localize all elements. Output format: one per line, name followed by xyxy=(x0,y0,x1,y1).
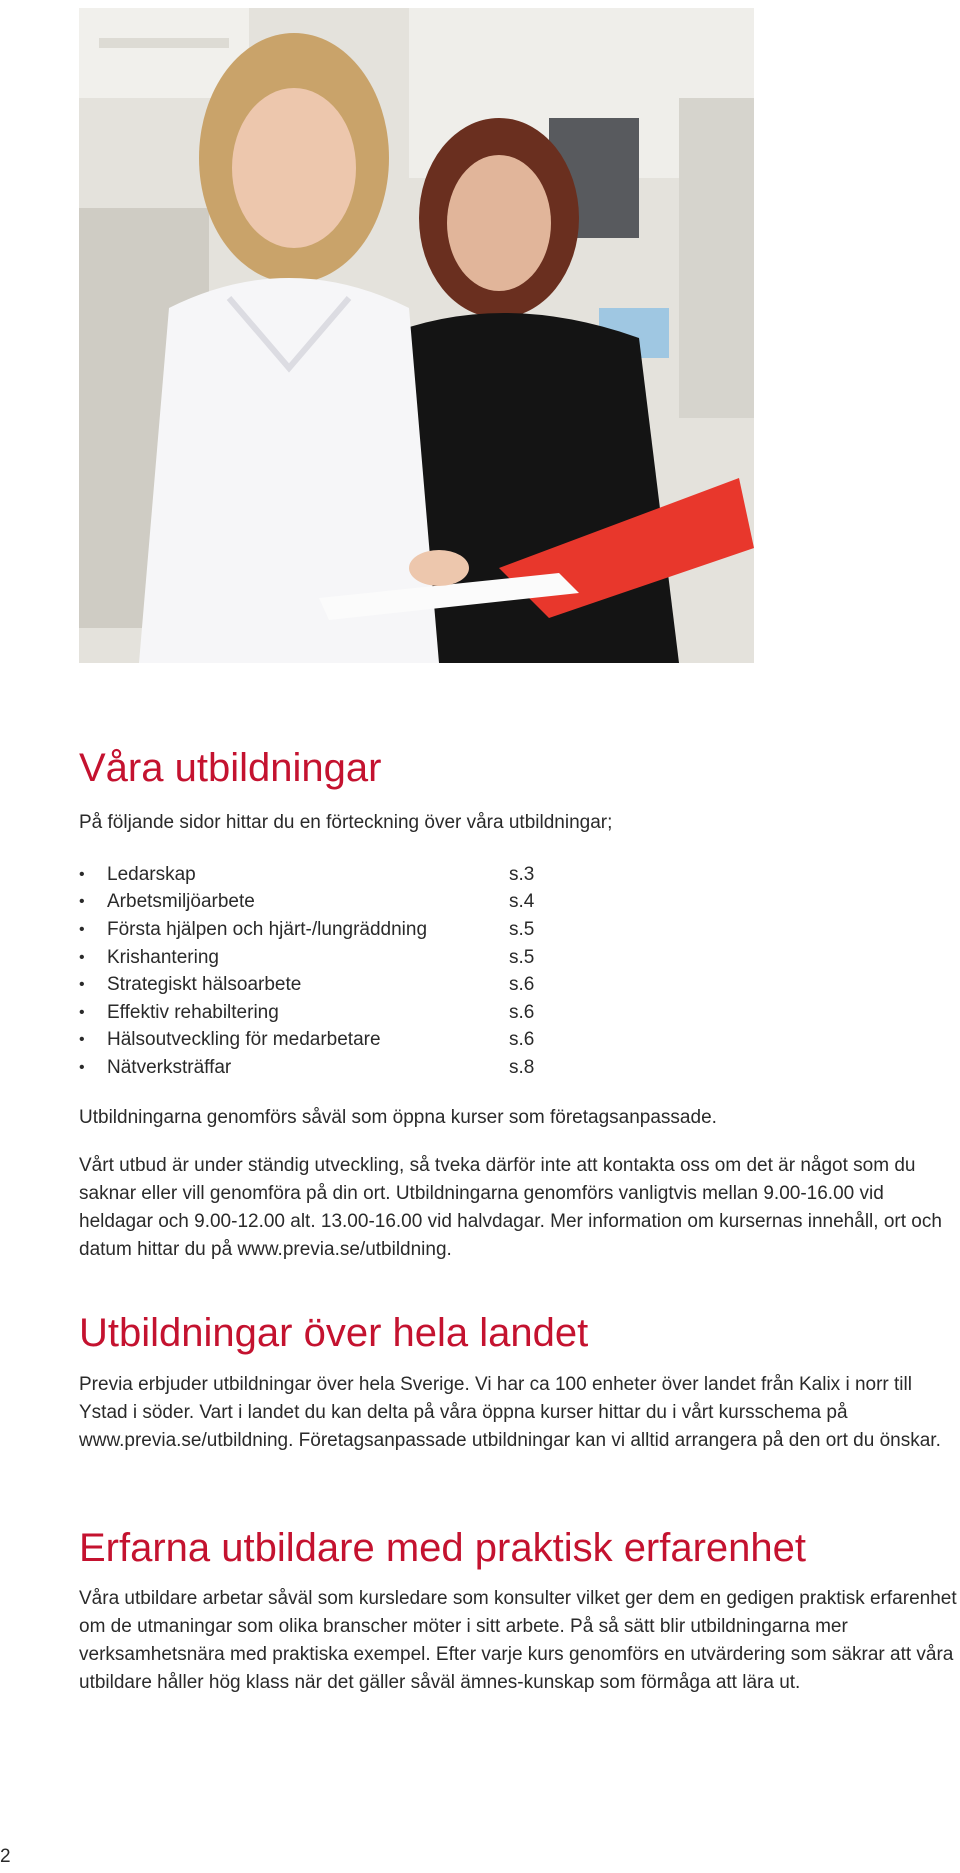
list-item xyxy=(79,999,599,1027)
bullet-icon: • xyxy=(79,1003,85,1021)
section-heading-courses: Våra utbildningar xyxy=(79,746,382,790)
course-name: Ledarskap xyxy=(107,863,196,885)
list-item xyxy=(79,861,599,889)
bullet-icon: • xyxy=(79,893,85,911)
bullet-icon: • xyxy=(79,976,85,994)
bullet-icon: • xyxy=(79,1058,85,1076)
course-page-ref: s.6 xyxy=(509,1001,535,1023)
course-name: Nätverksträffar xyxy=(107,1056,232,1078)
bullet-icon: • xyxy=(79,948,85,966)
section-heading-country: Utbildningar över hela landet xyxy=(79,1311,589,1355)
course-page-ref: s.8 xyxy=(509,1056,535,1078)
offer-paragraph: Vårt utbud är under ständig utveckling, så tveka därför inte att kontakta oss om det är något som du saknar eller vill genomföra på din ort. Utbildningarna genomförs vanligtvis mellan 9.00-16.00 vid heldagar och 9.00-12.00 alt. 13.00-16.00 vid halvdagar. Mer information om kursernas innehåll, ort och datum hittar du på www.previa.se/utbildning. xyxy=(79,1155,942,1260)
course-name: Krishantering xyxy=(107,946,219,968)
course-name: Arbetsmiljöarbete xyxy=(107,891,255,913)
course-page-ref: s.6 xyxy=(509,974,535,996)
bullet-icon: • xyxy=(79,920,85,938)
course-page-ref: s.5 xyxy=(509,918,535,940)
course-name: Strategiskt hälsoarbete xyxy=(107,974,302,996)
course-page-ref: s.4 xyxy=(509,891,535,913)
open-courses-paragraph: Utbildningarna genomförs såväl som öppna kurser som företagsanpassade. xyxy=(79,1107,717,1128)
bullet-icon: • xyxy=(79,1031,85,1049)
course-name: Effektiv rehabiltering xyxy=(107,1001,279,1023)
page-number: 2 xyxy=(0,1846,11,1867)
list-item xyxy=(79,971,599,999)
list-item xyxy=(79,944,599,972)
list-item xyxy=(79,1054,599,1082)
course-name: Hälsoutveckling för medarbetare xyxy=(107,1029,381,1051)
section-heading-teachers: Erfarna utbildare med praktisk erfarenhet xyxy=(79,1526,807,1570)
bullet-icon: • xyxy=(79,865,85,883)
list-item xyxy=(79,1027,599,1055)
list-item xyxy=(79,916,599,944)
office-photo xyxy=(79,8,754,663)
teachers-paragraph: Våra utbildare arbetar såväl som kursledare som konsulter vilket ger dem en gedigen praktisk erfarenhet om de utmaningar som olika branscher möter i sitt arbete. På så sätt blir utbildningarna mer verksamhetsnära med praktiska exempel. Efter varje kurs genomförs en utvärdering som säkrar att våra utbildare håller hög klass när det gäller såväl ämnes-kunskap som förmåga att lära ut. xyxy=(79,1588,957,1693)
course-page-ref: s.5 xyxy=(509,946,535,968)
course-page-ref: s.3 xyxy=(509,863,535,885)
course-name: Första hjälpen och hjärt-/lungräddning xyxy=(107,918,428,940)
country-paragraph: Previa erbjuder utbildningar över hela Sverige. Vi har ca 100 enheter över landet från Kalix i norr till Ystad i söder. Vart i landet du kan delta på våra öppna kurser hittar du i vårt kursschema på www.previa.se/utbildning. Företagsanpassade utbildningar kan vi alltid arrangera på den ort du önskar. xyxy=(79,1374,941,1451)
course-page-ref: s.6 xyxy=(509,1029,535,1051)
office-photo-illustration xyxy=(79,8,754,663)
courses-intro: På följande sidor hittar du en förteckning över våra utbildningar; xyxy=(79,812,613,833)
list-item xyxy=(79,889,599,917)
course-list xyxy=(79,861,599,1082)
